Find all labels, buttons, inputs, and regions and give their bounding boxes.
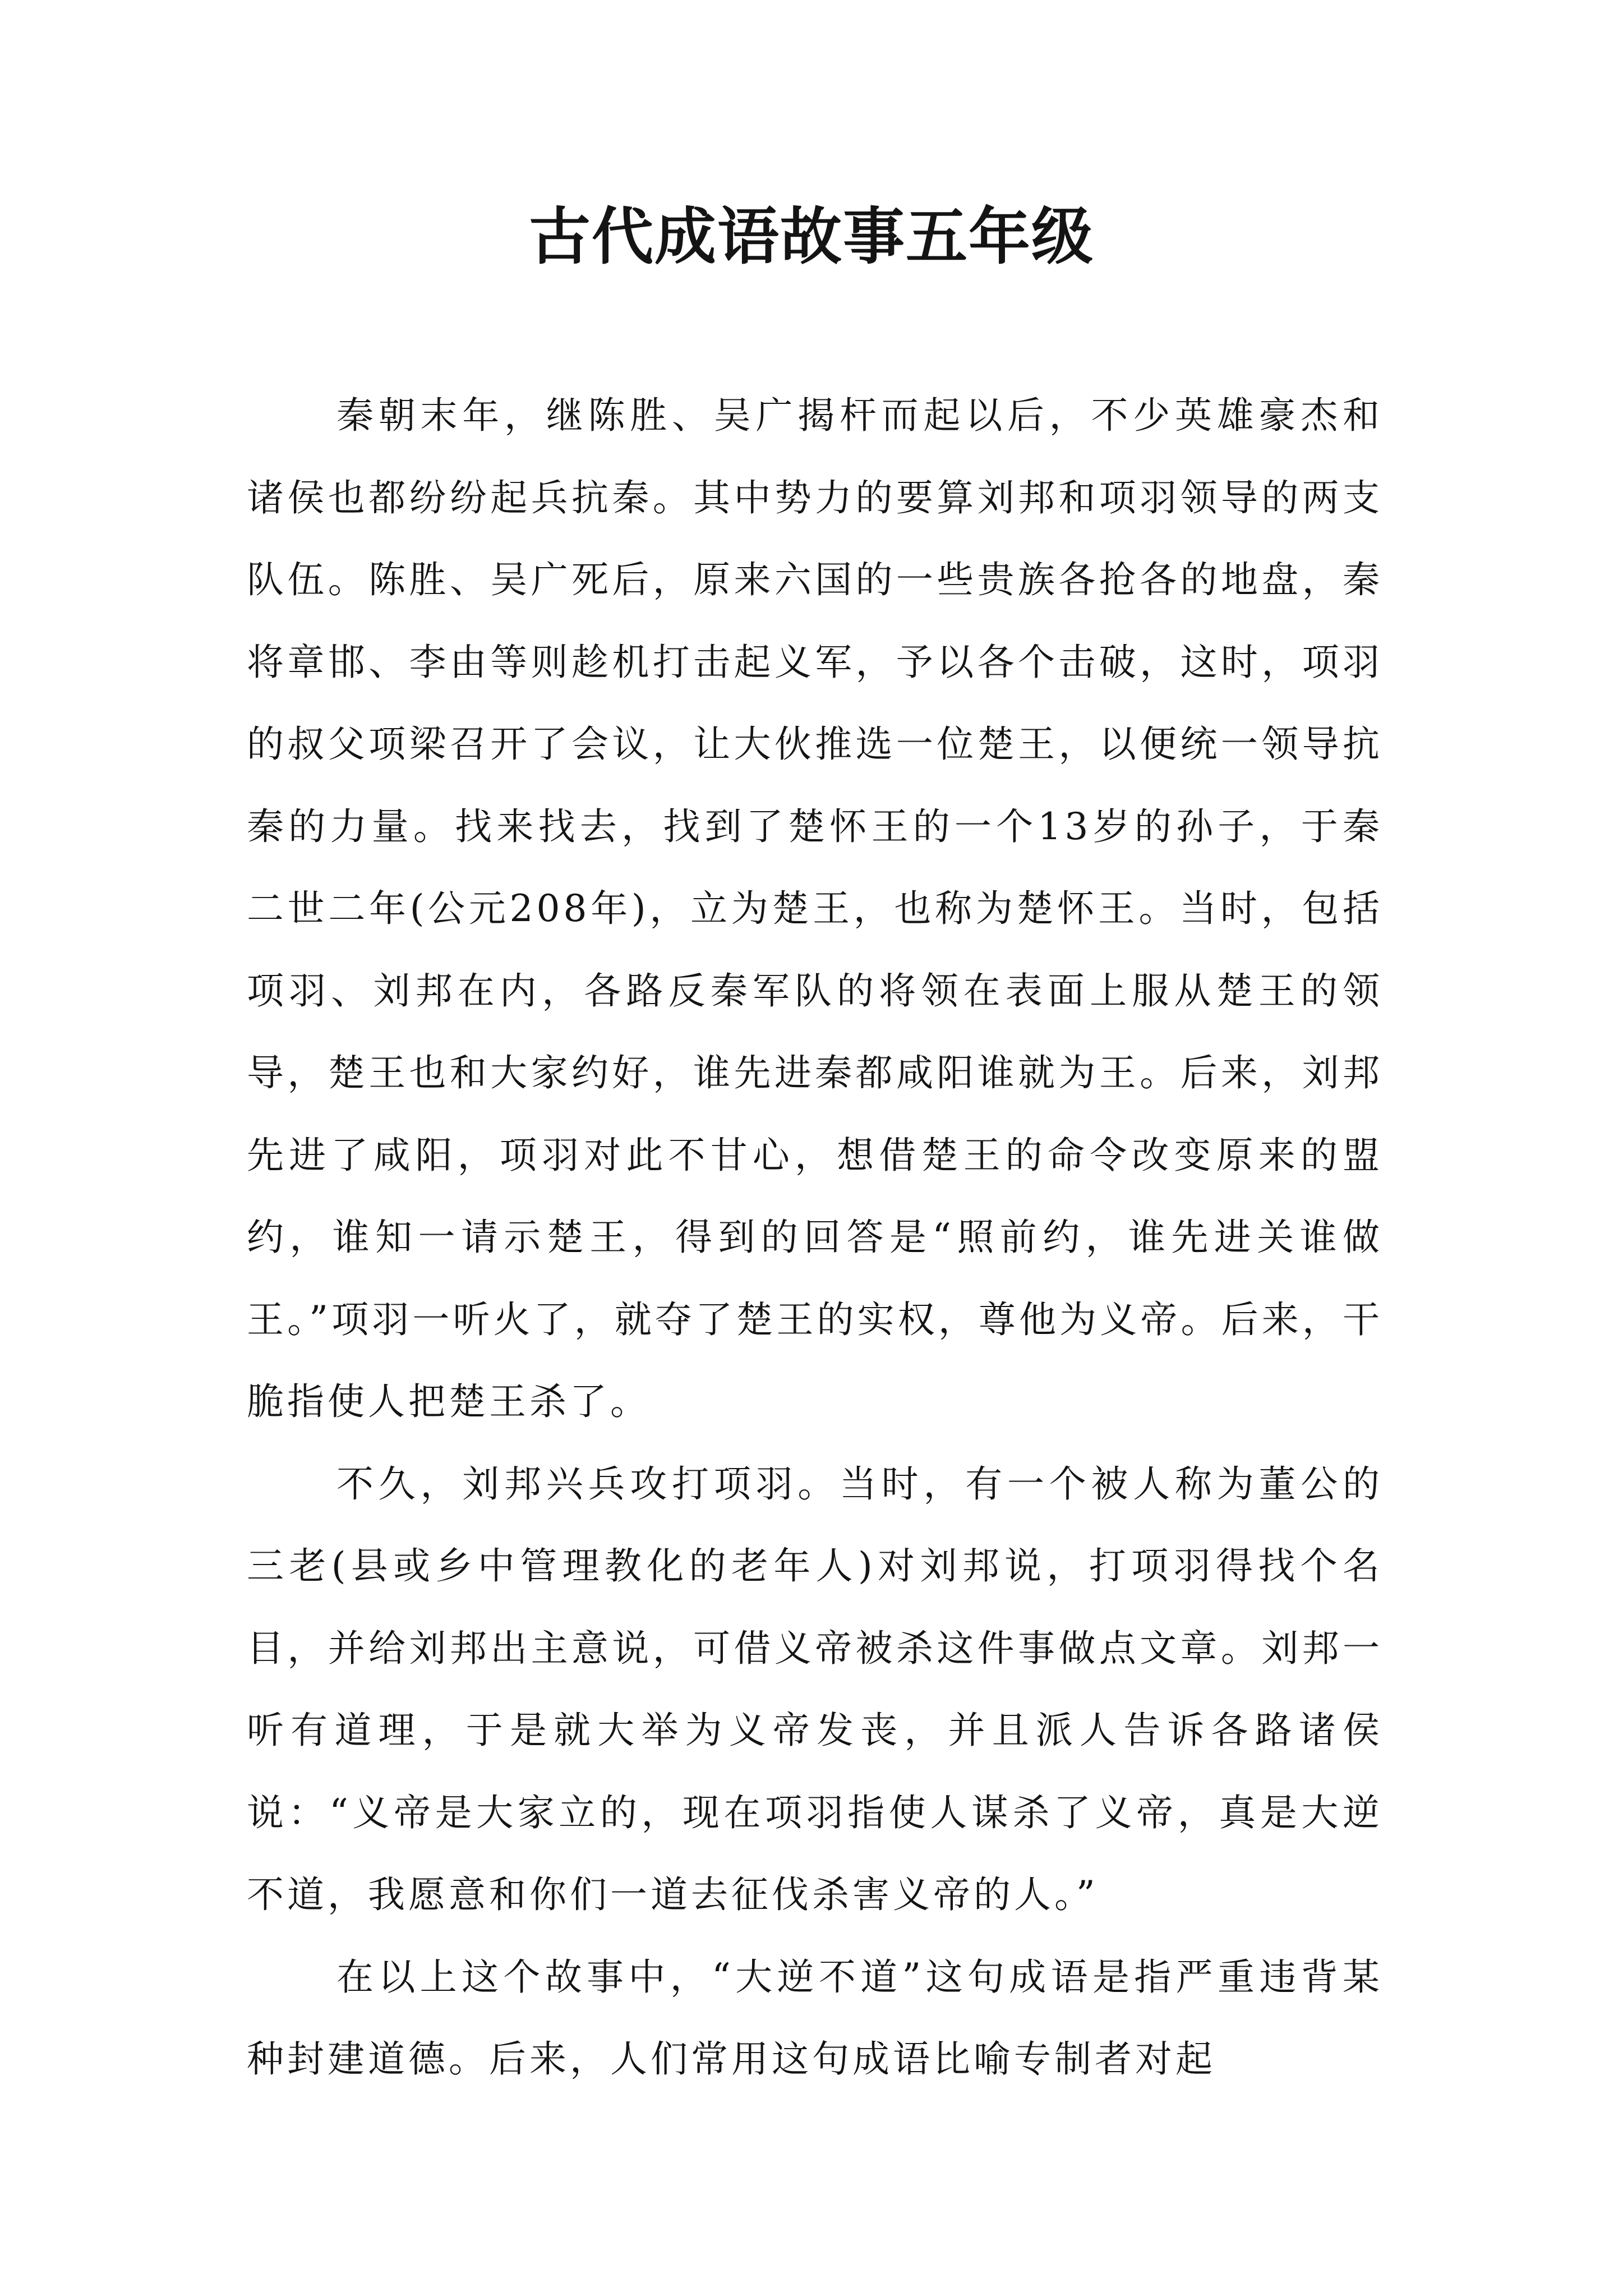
paragraph-1: 秦朝末年，继陈胜、吴广揭杆而起以后，不少英雄豪杰和诸侯也都纷纷起兵抗秦。其中势力的要算刘邦和项羽领导的两支队伍。陈胜、吴广死后，原来六国的一些贵族各抢各的地盘，秦将章邯、李由等则趁机打击起义军，予以各个击破，这时，项羽的叔父项梁召开了会议，让大伙推选一位楚王，以便统一领导抗秦的力量。找来找去，找到了楚怀王的一个13岁的孙子，于秦二世二年(公元208年)，立为楚王，也称为楚怀王。当时，包括项羽、刘邦在内，各路反秦军队的将领在表面上服从楚王的领导，楚王也和大家约好，谁先进秦都咸阳谁就为王。后来，刘邦先进了咸阳，项羽对此不甘心，想借楚王的命令改变原来的盟约，谁知一请示楚王，得到的回答是“照前约，谁先进关谁做王。”项羽一听火了，就夺了楚王的实权，尊他为义帝。后来，干脆指使人把楚王杀了。 xyxy=(247,394,1383,1423)
paragraph-2: 不久，刘邦兴兵攻打项羽。当时，有一个被人称为董公的三老(县或乡中管理教化的老年人)对刘邦说，打项羽得找个名目，并给刘邦出主意说，可借义帝被杀这件事做点文章。刘邦一听有道理，于是就大举为义帝发丧，并且派人告诉各路诸侯说：“义帝是大家立的，现在项羽指使人谋杀了义帝，真是大逆不道，我愿意和你们一道去征伐杀害义帝的人。” xyxy=(247,1462,1383,1916)
paragraph-3: 在以上这个故事中，“大逆不道”这句成语是指严重违背某种封建道德。后来，人们常用这句成语比喻专制者对起 xyxy=(247,1955,1383,2081)
document-title: 古代成语故事五年级 xyxy=(529,200,1094,273)
document-body xyxy=(247,375,1383,2101)
